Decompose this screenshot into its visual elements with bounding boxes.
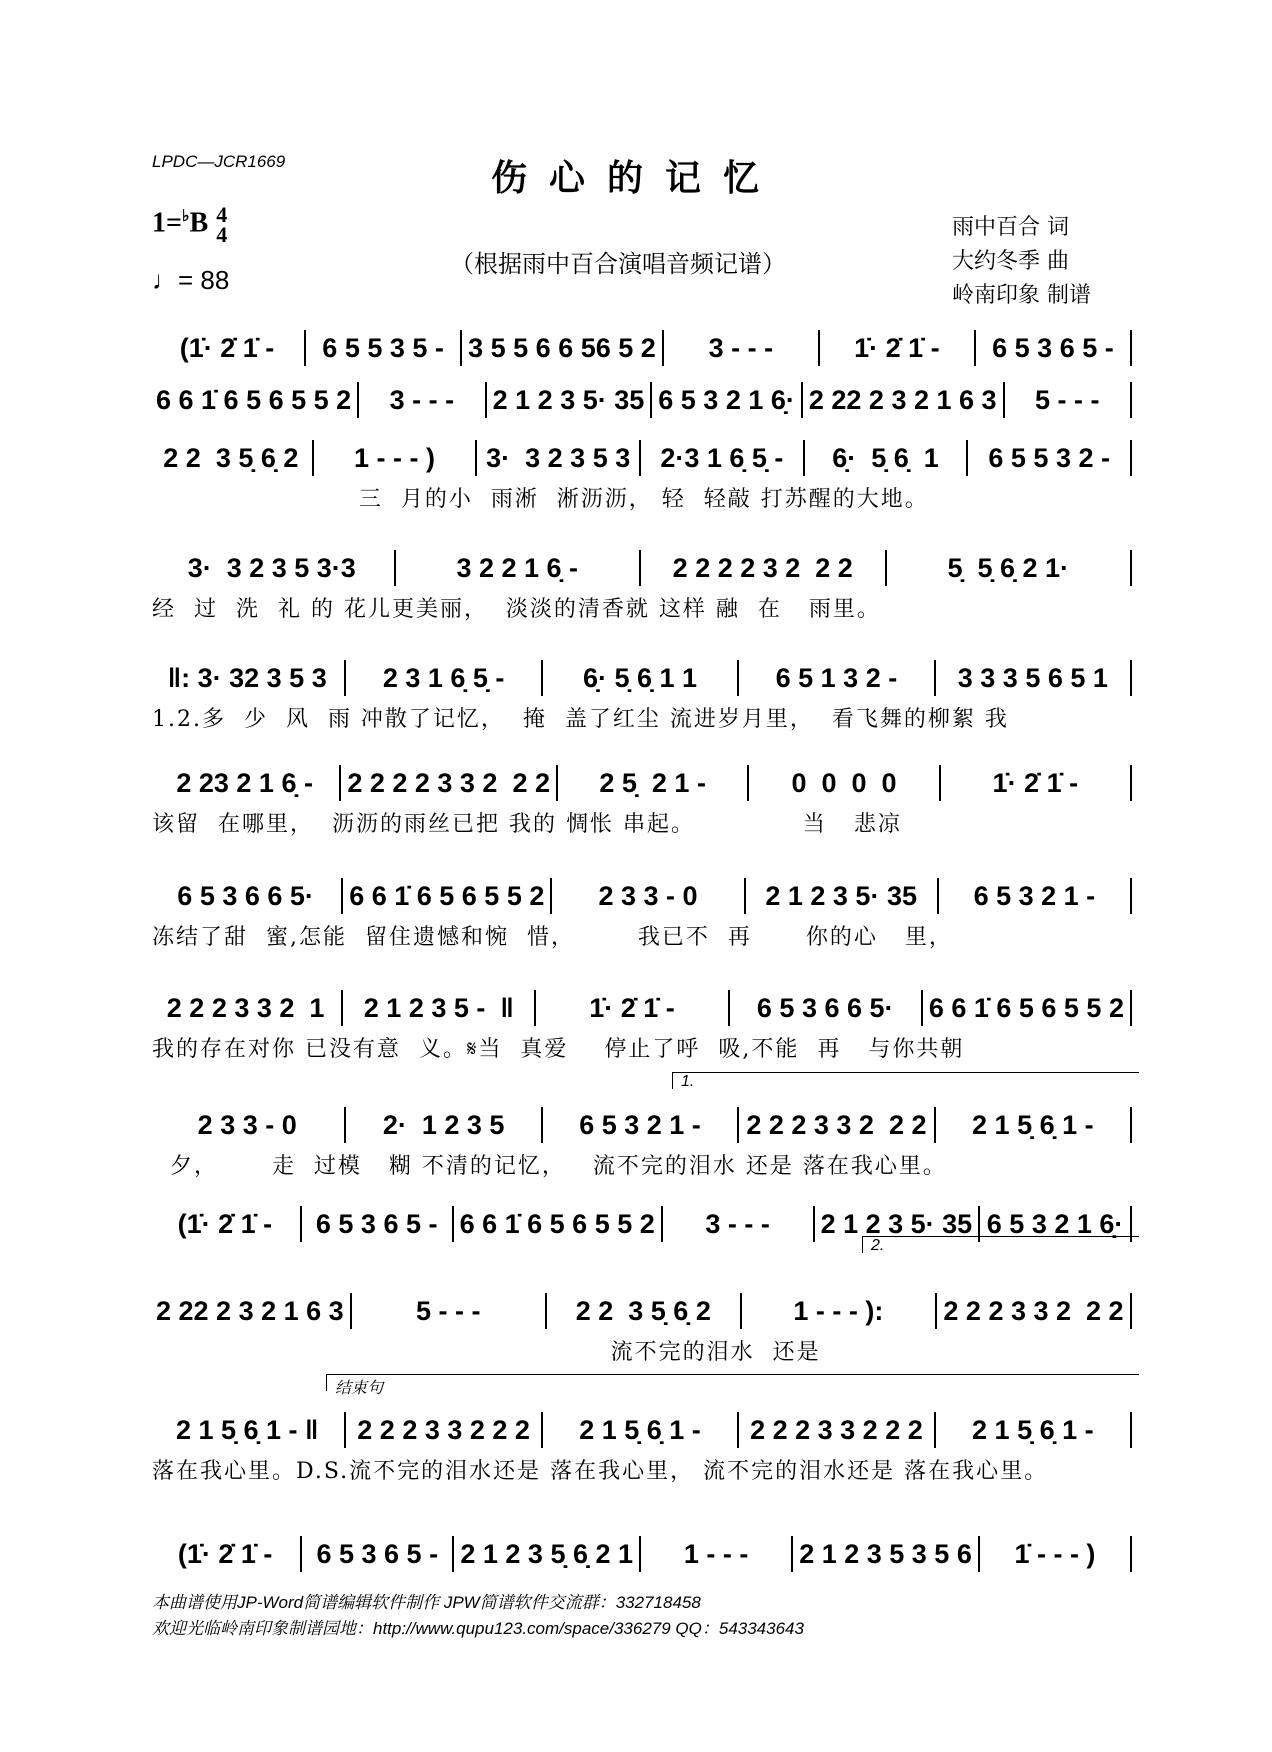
first-ending-bracket [672, 1072, 1139, 1089]
measure: 5̣ 5̣ 6̣ 2 1· [887, 550, 1133, 586]
measure: 3 2 2 1 6̣ - [396, 550, 642, 586]
measure: 2 2 2 3 3 2 2 2 [739, 1412, 935, 1448]
measure: 2 3 1 6̣ 5̣ - [346, 660, 542, 696]
notation-row [150, 765, 1132, 801]
measure: 6 5 3 6 5 - [302, 1206, 454, 1242]
lyrics-line: 经 过 洗 礼 的 花儿更美丽， 淡淡的清香就 这样 融 在 雨里。 [152, 597, 881, 622]
lyricist-credit: 雨中百合 词 [952, 215, 1069, 240]
measure: (1̇· 2̇ 1̇ - [150, 1536, 302, 1572]
measure: 2· 1 2 3 5 [346, 1107, 542, 1143]
lyrics-line: 落在我心里。D.S.流不完的泪水还是 落在我心里， 流不完的泪水还是 落在我心里。 [152, 1459, 1049, 1484]
measure: 3 - - - [663, 1206, 815, 1242]
notation-row [150, 660, 1132, 696]
notation-row [150, 1412, 1132, 1448]
measure: 2 1 2 3 5̣ 6̣ 2 1 [454, 1536, 641, 1572]
measure: 2 1 2 3 5· 35 [815, 1206, 981, 1242]
measure: (1̇· 2̇ 1̇ - [150, 330, 306, 366]
key-signature [152, 202, 228, 247]
measure: 2·3 1 6̣ 5̣ - [641, 440, 805, 476]
notation-row [150, 1107, 1132, 1143]
measure: 3 5 5 6 6 56 5 2 [462, 330, 664, 366]
measure: 2 2 2 2 3 2 2 2 [641, 550, 887, 586]
lyrics-line: 三 月的小 雨淅 淅沥沥， 轻 轻敲 打苏醒的大地。 [152, 487, 929, 512]
key-note: B [189, 207, 209, 239]
measure: 2 1 2 3 5 - ‖ [343, 990, 536, 1026]
measure: 6 6 1̇ 6 5 6 5 5 2 [150, 382, 359, 418]
measure: 6 6 1̇ 6 5 6 5 5 2 [454, 1206, 663, 1242]
measure: 2 22 2 3 2 1 6 3 [150, 1293, 352, 1329]
lyrics-line: 冻结了甜 蜜,怎能 留住遗憾和惋 惜， 我已不 再 你的心 里， [152, 925, 953, 950]
measure: 6 5 3 6 6 5· [150, 878, 343, 914]
measure: 2 3 3 - 0 [552, 878, 745, 914]
measure: 2 2 2 3 3 2 2 2 [346, 1412, 542, 1448]
measure: ‖: 3· 32 3 5 3 [150, 660, 346, 696]
second-ending-label: 2. [871, 1237, 885, 1254]
measure: 2 1 2 3 5· 35 [746, 878, 939, 914]
measure: 3 - - - [359, 382, 486, 418]
measure: 3· 3 2 3 5 3 [477, 440, 641, 476]
lyrics-line: 该留 在哪里， 沥沥的雨丝已把 我的 惆怅 串起。 当 悲凉 [152, 812, 902, 837]
measure: 2 2 2 2 3 3 2 2 2 [341, 765, 558, 801]
measure: 6 5 3 6 5 - [976, 330, 1132, 366]
flat-sign: ♭ [181, 208, 190, 226]
tempo-marking: ♩= 88 [152, 265, 230, 295]
second-ending-bracket [862, 1236, 1139, 1253]
footer-software-note: 本曲谱使用JP-Word简谱编辑软件制作 JPW简谱软件交流群：332718458 [152, 1593, 701, 1612]
measure: 2 1 5̣ 6̣ 1 - [936, 1107, 1132, 1143]
score-code: LPDC—JCR1669 [152, 152, 286, 171]
measure: 1̇· 2̇ 1̇ - [536, 990, 729, 1026]
measure: 1 - - - ) [314, 440, 478, 476]
measure: 6 5 1 3 2 - [739, 660, 935, 696]
measure: 2 2 3 5̣ 6̣ 2 [547, 1293, 742, 1329]
measure: 6 5 3 2 1 - [543, 1107, 739, 1143]
measure: 5 - - - [352, 1293, 547, 1329]
measure: 1̇· 2̇ 1̇ - [820, 330, 976, 366]
measure: 5 - - - [1005, 382, 1132, 418]
measure: 2 1 5̣ 6̣ 1 - ‖ [150, 1412, 346, 1448]
measure: 2 2 3 5̣ 6̣ 2 [150, 440, 314, 476]
arranger-credit: 岭南印象 制谱 [952, 283, 1091, 308]
lyrics-line: 1.2.多 少 风 雨 冲散了记忆， 掩 盖了红尘 流进岁月里， 看飞舞的柳絮 我 [152, 707, 1009, 732]
measure: 6 5 3 6 6 5· [730, 990, 923, 1026]
measure: 2 1 5̣ 6̣ 1 - [543, 1412, 739, 1448]
notation-row [150, 990, 1132, 1026]
measure: 1̇ - - - ) [980, 1536, 1132, 1572]
time-bottom: 4 [216, 222, 228, 247]
ending-phrase-bracket [326, 1374, 1139, 1397]
measure: 6 5 3 2 1 6̣· [980, 1206, 1132, 1242]
measure: 2 3 3 - 0 [150, 1107, 346, 1143]
notation-row [150, 1536, 1132, 1572]
lyrics-line: 夕， 走 过模 糊 不清的记忆， 流不完的泪水 还是 落在我心里。 [152, 1154, 947, 1179]
measure: 6 5 3 6 5 - [302, 1536, 454, 1572]
measure: 6 5 3 2 1 - [939, 878, 1132, 914]
composer-credit: 大约冬季 曲 [952, 249, 1069, 274]
ending-phrase-label: 结束句 [335, 1380, 384, 1397]
measure: 6 6 1̇ 6 5 6 5 5 2 [343, 878, 552, 914]
notation-row [150, 878, 1132, 914]
measure: 3 - - - [664, 330, 820, 366]
time-top: 4 [216, 202, 228, 227]
measure: 2 2 2 3 3 2 2 2 [937, 1293, 1132, 1329]
measure: 0 0 0 0 [749, 765, 940, 801]
measure: 2 5̣ 2 1 - [558, 765, 749, 801]
footer-website-note: 欢迎光临岭南印象制谱园地：http://www.qupu123.com/space/336279 QQ：543343643 [152, 1619, 804, 1638]
measure: 6̣· 5̣ 6̣ 1 [805, 440, 969, 476]
notation-row [150, 440, 1132, 476]
measure: 6 5 5 3 2 - [968, 440, 1132, 476]
measure: 6̣· 5̣ 6̣ 1 1 [543, 660, 739, 696]
notation-row [150, 382, 1132, 418]
measure: 6 5 5 3 5 - [306, 330, 462, 366]
notation-row [150, 1293, 1132, 1329]
measure: 3 3 3 5 6 5 1 [936, 660, 1132, 696]
key-label: 1= [152, 207, 182, 239]
notation-row [150, 550, 1132, 586]
measure: 2 1 2 3 5· 35 [487, 382, 653, 418]
measure: 2 2 2 3 3 2 2 2 [739, 1107, 935, 1143]
measure: 2 1 5̣ 6̣ 1 - [936, 1412, 1132, 1448]
subtitle: （根据雨中百合演唱音频记谱） [450, 250, 786, 278]
time-signature [216, 202, 228, 247]
measure: 3· 3 2 3 5 3·3 [150, 550, 396, 586]
first-ending-label: 1. [681, 1073, 695, 1090]
lyrics-line: 流不完的泪水 还是 [152, 1340, 821, 1365]
measure: (1̇· 2̇ 1̇ - [150, 1206, 302, 1242]
measure: 6 5 3 2 1 6̣· [652, 382, 803, 418]
measure: 6 6 1̇ 6 5 6 5 5 2 [923, 990, 1132, 1026]
measure: 2 23 2 1 6̣ - [150, 765, 341, 801]
measure: 1 - - - [641, 1536, 793, 1572]
page-title: 伤心的记忆 [490, 157, 781, 199]
measure: 2 1 2 3 5 3 5 6 [793, 1536, 980, 1572]
measure: 1 - - - ): [742, 1293, 937, 1329]
measure: 2 22 2 3 2 1 6 3 [803, 382, 1005, 418]
measure: 1̇· 2̇ 1̇ - [941, 765, 1132, 801]
notation-row [150, 330, 1132, 366]
measure: 2 2 2 3 3 2 1 [150, 990, 343, 1026]
lyrics-line: 我的存在对你 已没有意 义。𝄋当 真爱 停止了呼 吸,不能 再 与你共朝 [152, 1037, 965, 1062]
